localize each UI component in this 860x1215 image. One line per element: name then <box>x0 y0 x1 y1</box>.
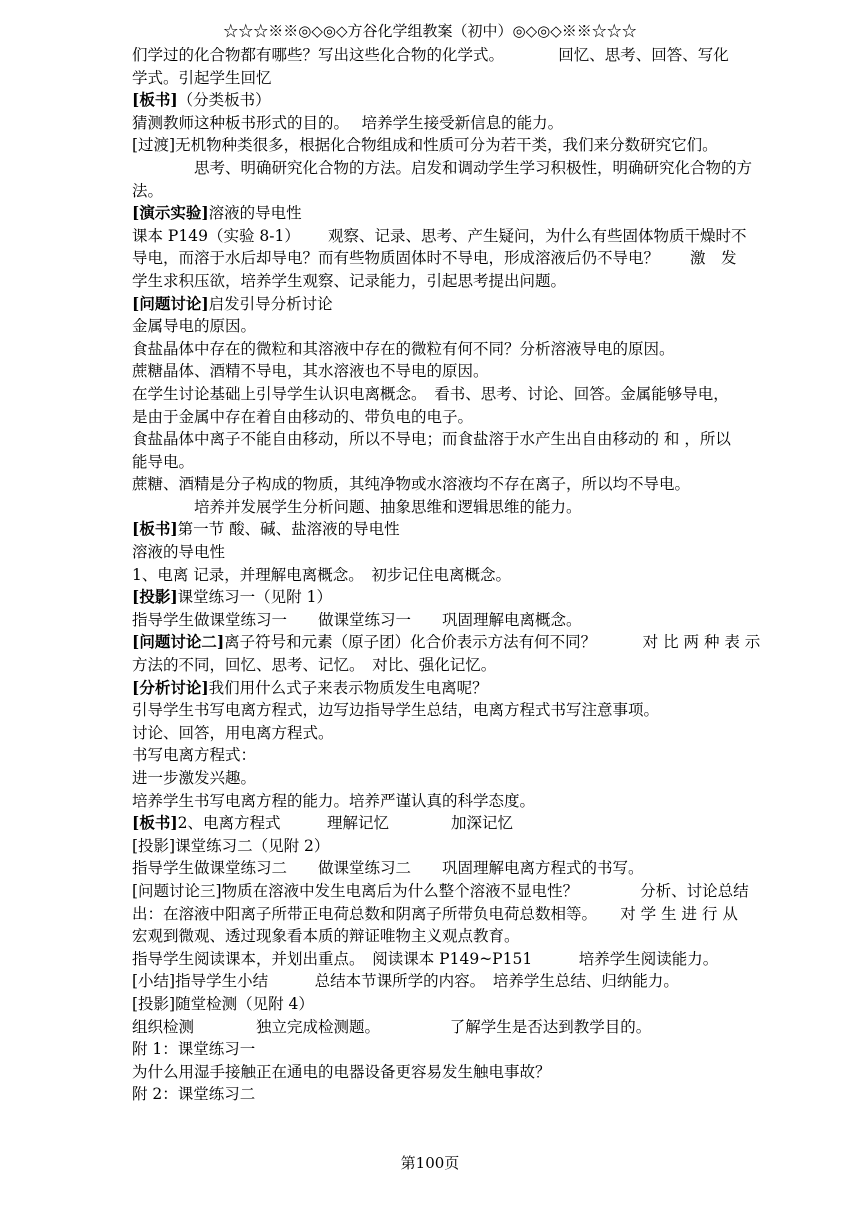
line-text: 蔗糖晶体、酒精不导电，其水溶液也不导电的原因。 <box>132 362 489 381</box>
line-text: 学生求积压欲，培养学生观察、记录能力，引起思考提出问题。 <box>132 271 567 290</box>
text-line <box>132 44 808 67</box>
text-line <box>132 970 808 993</box>
line-text: 们学过的化合物都有哪些？写出这些化合物的化学式。 回忆、思考、回答、写化 <box>132 46 729 64</box>
text-line <box>132 473 808 496</box>
text-line <box>132 180 808 203</box>
line-text: 附 2：课堂练习二 <box>132 1085 256 1104</box>
line-text: [投影]课堂练习二（见附 2） <box>132 836 330 855</box>
text-line <box>132 89 808 112</box>
text-line <box>132 857 808 880</box>
line-text: 溶液的导电性 <box>132 543 226 562</box>
line-text: 方法的不同，回忆、思考、记忆。 对比、强化记忆。 <box>132 656 497 675</box>
line-text: 指导学生阅读课本，并划出重点。 阅读课本 P149~P151 培养学生阅读能力。 <box>132 949 719 968</box>
section-tag: [演示实验] <box>132 203 209 223</box>
line-text: 在学生讨论基础上引导学生认识电离概念。 看书、思考、讨论、回答。金属能够导电， <box>132 384 729 403</box>
text-line <box>132 541 808 564</box>
line-text: 课本 P149（实验 8-1） 观察、记录、思考、产生疑问，为什么有些固体物质干燥时不 <box>132 226 747 245</box>
text-line <box>132 677 808 700</box>
text-line <box>132 790 808 813</box>
line-text: 溶液的导电性 <box>208 204 302 223</box>
text-line <box>132 812 808 835</box>
line-text: 蔗糖、酒精是分子构成的物质，其纯净物或水溶液均不存在离子，所以均不导电。 <box>132 475 691 494</box>
line-text: 课堂练习一（见附 1） <box>177 588 332 607</box>
line-text: [问题讨论三]物质在溶液中发生电离后为什么整个溶液不显电性？ 分析、讨论总结 <box>132 881 749 900</box>
line-text: 启发引导分析讨论 <box>208 294 333 313</box>
text-line <box>132 631 808 654</box>
text-line <box>132 360 808 383</box>
line-text: 导电，而溶于水后却导电？而有些物质固体时不导电，形成溶液后仍不导电？ 激 发 <box>132 249 737 268</box>
text-line <box>132 247 808 270</box>
text-line <box>132 496 808 519</box>
line-text: 金属导电的原因。 <box>132 317 257 336</box>
line-text: 指导学生做课堂练习二 做课堂练习二 巩固理解电离方程式的书写。 <box>132 859 644 878</box>
section-tag: [分析讨论] <box>132 677 209 697</box>
text-line <box>132 157 808 180</box>
line-text: 引导学生书写电离方程式，边写边指导学生总结，电离方程式书写注意事项。 <box>132 701 660 720</box>
line-text: 能导电。 <box>132 452 195 471</box>
line-text: 思考、明确研究化合物的方法。启发和调动学生学习积极性，明确研究化合物的方 <box>132 158 753 177</box>
text-line <box>132 1061 808 1084</box>
text-line <box>132 948 808 971</box>
text-line <box>132 338 808 361</box>
text-line <box>132 880 808 903</box>
line-text: 食盐晶体中存在的微粒和其溶液中存在的微粒有何不同？分析溶液导电的原因。 <box>132 339 675 358</box>
line-text: 我们用什么式子来表示物质发生电离呢？ <box>208 678 488 697</box>
line-text: 宏观到微观、透过现象看本质的辩证唯物主义观点教育。 <box>132 927 520 946</box>
page-header: ☆☆☆※※◎◇◎◇方谷化学组教案（初中）◎◇◎◇※※☆☆☆ <box>223 22 637 40</box>
text-line <box>132 722 808 745</box>
line-text: 附 1：课堂练习一 <box>132 1040 256 1059</box>
section-tag: [板书] <box>132 90 178 110</box>
line-text: 离子符号和元素（原子团）化合价表示方法有何不同？ 对 比 两 种 表 示 <box>224 633 761 652</box>
text-line <box>132 518 808 541</box>
line-text: 猜测教师这种板书形式的目的。 培养学生接受新信息的能力。 <box>132 113 564 132</box>
text-line <box>132 767 808 790</box>
text-line <box>132 270 808 293</box>
text-line <box>132 315 808 338</box>
line-text: 食盐晶体中离子不能自由移动，所以不导电；而食盐溶于水产生出自由移动的 和 ，所以 <box>132 430 731 449</box>
line-text: 进一步激发兴趣。 <box>132 769 257 787</box>
lesson-plan-body <box>132 44 808 1106</box>
text-line <box>132 1083 808 1106</box>
line-text: 组织检测 独立完成检测题。 了解学生是否达到教学目的。 <box>132 1017 652 1036</box>
line-text: 培养学生书写电离方程的能力。培养严谨认真的科学态度。 <box>132 791 536 810</box>
text-line <box>132 383 808 406</box>
text-line <box>132 202 808 225</box>
line-text: 书写电离方程式： <box>132 746 257 765</box>
text-line <box>132 225 808 248</box>
section-tag: [投影] <box>132 587 178 607</box>
line-text: 1、电离 记录，并理解电离概念。 初步记住电离概念。 <box>132 565 512 584</box>
line-text: 是由于金属中存在着自由移动的、带负电的电子。 <box>132 407 474 426</box>
text-line <box>132 112 808 135</box>
text-line <box>132 564 808 587</box>
line-text: 2、电离方程式 理解记忆 加深记忆 <box>177 814 514 833</box>
section-tag: [问题讨论] <box>132 293 209 313</box>
line-text: 第一节 酸、碱、盐溶液的导电性 <box>177 520 400 539</box>
text-line <box>132 925 808 948</box>
line-text: [过渡]无机物种类很多，根据化合物组成和性质可分为若干类，我们来分数研究它们。 <box>132 136 718 155</box>
text-line <box>132 293 808 316</box>
text-line <box>132 586 808 609</box>
text-line <box>132 744 808 767</box>
line-text: 为什么用湿手接触正在通电的电器设备更容易发生触电事故？ <box>132 1062 551 1081</box>
line-text: [投影]随堂检测（见附 4） <box>132 994 314 1013</box>
line-text: （分类板书） <box>177 91 271 110</box>
line-text: 学式。引起学生回忆 <box>132 68 272 87</box>
line-text: 法。 <box>132 181 164 200</box>
line-text: 指导学生做课堂练习一 做课堂练习一 巩固理解电离概念。 <box>132 610 582 629</box>
line-text: 培养并发展学生分析问题、抽象思维和逻辑思维的能力。 <box>132 497 582 516</box>
text-line <box>132 654 808 677</box>
text-line <box>132 134 808 157</box>
section-tag: [板书] <box>132 519 178 539</box>
text-line <box>132 406 808 429</box>
text-line <box>132 993 808 1016</box>
section-tag: [板书] <box>132 813 178 833</box>
line-text: 出：在溶液中阳离子所带正电荷总数和阴离子所带负电荷总数相等。 对 学 生 进 行 从 <box>132 904 738 923</box>
text-line <box>132 67 808 90</box>
text-line <box>132 1016 808 1039</box>
line-text: [小结]指导学生小结 总结本节课所学的内容。 培养学生总结、归纳能力。 <box>132 972 679 991</box>
text-line <box>132 428 808 451</box>
text-line <box>132 1038 808 1061</box>
text-line <box>132 835 808 858</box>
text-line <box>132 609 808 632</box>
page-number: 第100页 <box>400 1154 460 1172</box>
text-line <box>132 903 808 926</box>
section-tag: [问题讨论二] <box>132 632 225 652</box>
text-line <box>132 699 808 722</box>
text-line <box>132 451 808 474</box>
line-text: 讨论、回答，用电离方程式。 <box>132 723 334 742</box>
